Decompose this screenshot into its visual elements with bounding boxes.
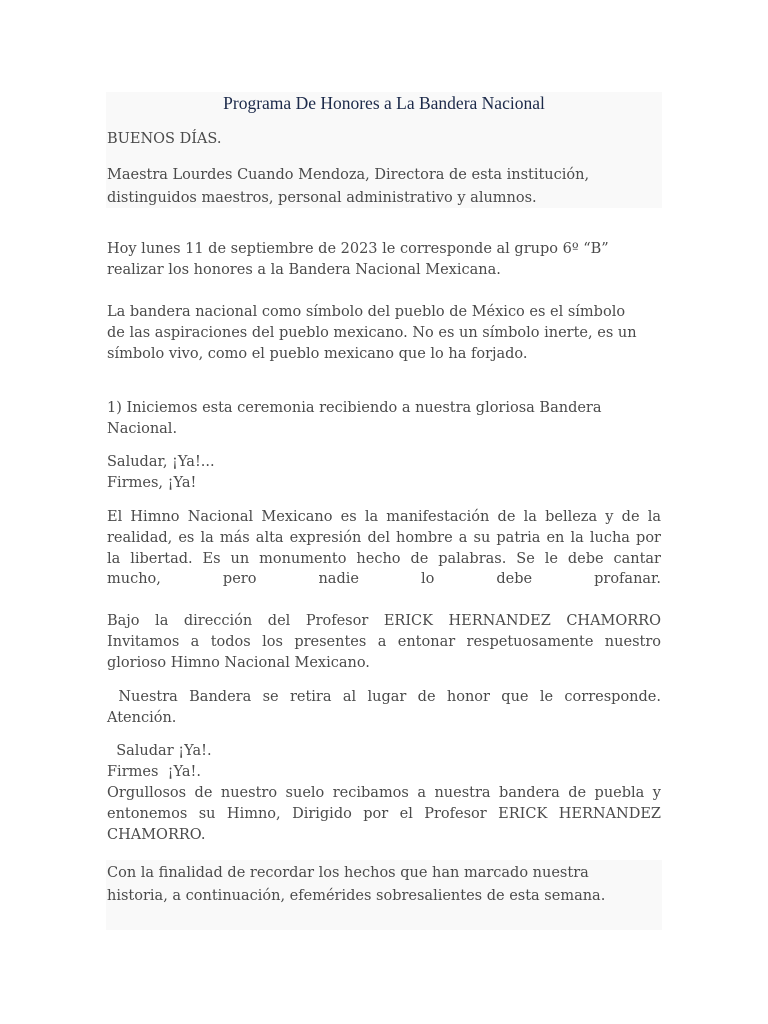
puebla-line: CHAMORRO. bbox=[107, 826, 206, 843]
closing-line: historia, a continuación, efemérides sobresalientes de esta semana. bbox=[107, 888, 606, 904]
symbol-paragraph bbox=[107, 302, 661, 364]
retire-line: Nuestra Bandera se retira al lugar de honor que le corresponde. bbox=[107, 689, 661, 705]
salute1-line: Firmes, ¡Ya! bbox=[107, 474, 197, 491]
salute2-paragraph bbox=[107, 741, 661, 783]
puebla-line: Orgullosos de nuestro suelo recibamos a nuestra bandera de puebla y bbox=[107, 785, 661, 801]
closing-line: Con la finalidad de recordar los hechos que han marcado nuestra bbox=[107, 865, 589, 881]
date-paragraph bbox=[107, 239, 661, 281]
symbol-line: de las aspiraciones del pueblo mexicano. No es un símbolo inerte, es un bbox=[107, 324, 637, 341]
himno-line: El Himno Nacional Mexicano es la manifestación de la belleza y de la bbox=[107, 509, 661, 525]
puebla-line: entonemos su Himno, Dirigido por el Profesor ERICK HERNANDEZ bbox=[107, 805, 661, 822]
document-title: Programa De Honores a La Bandera Nacional bbox=[223, 93, 545, 113]
himno-line: mucho, pero nadie lo debe profanar. bbox=[107, 571, 661, 588]
direction-line: glorioso Himno Nacional Mexicano. bbox=[107, 654, 370, 671]
himno-line: la libertad. Es un monumento hecho de palabras. Se le debe cantar bbox=[107, 550, 661, 567]
himno-line: realidad, es la más alta expresión del hombre a su patria en la lucha por bbox=[107, 529, 661, 546]
symbol-line: La bandera nacional como símbolo del pueblo de México es el símbolo bbox=[107, 304, 626, 320]
closing-paragraph bbox=[107, 862, 661, 908]
step1-paragraph bbox=[107, 398, 661, 440]
retire-line: Atención. bbox=[107, 709, 177, 726]
symbol-line: símbolo vivo, como el pueblo mexicano que lo ha forjado. bbox=[107, 345, 528, 362]
greeting: BUENOS DÍAS. bbox=[107, 131, 222, 147]
direction-paragraph bbox=[107, 611, 661, 673]
puebla-paragraph bbox=[107, 783, 661, 845]
himno-paragraph bbox=[107, 507, 661, 590]
salute1-paragraph bbox=[107, 452, 661, 494]
salute2-line: Firmes ¡Ya!. bbox=[107, 763, 201, 780]
direction-line: Invitamos a todos los presentes a entonar respetuosamente nuestro bbox=[107, 633, 661, 650]
date-line: Hoy lunes 11 de septiembre de 2023 le corresponde al grupo 6º “B” bbox=[107, 241, 609, 257]
step1-line: 1) Iniciemos esta ceremonia recibiendo a nuestra gloriosa Bandera bbox=[107, 400, 602, 416]
retire-paragraph bbox=[107, 687, 661, 729]
salute1-line: Saludar, ¡Ya!... bbox=[107, 454, 215, 470]
date-line: realizar los honores a la Bandera Nacional Mexicana. bbox=[107, 261, 501, 278]
intro-line: Maestra Lourdes Cuando Mendoza, Directora de esta institución, bbox=[107, 167, 590, 183]
salute2-line: Saludar ¡Ya!. bbox=[107, 743, 212, 759]
intro-paragraph bbox=[107, 164, 661, 210]
direction-line: Bajo la dirección del Profesor ERICK HERNANDEZ CHAMORRO bbox=[107, 613, 661, 629]
step1-line: Nacional. bbox=[107, 420, 178, 437]
intro-line: distinguidos maestros, personal administrativo y alumnos. bbox=[107, 190, 537, 206]
